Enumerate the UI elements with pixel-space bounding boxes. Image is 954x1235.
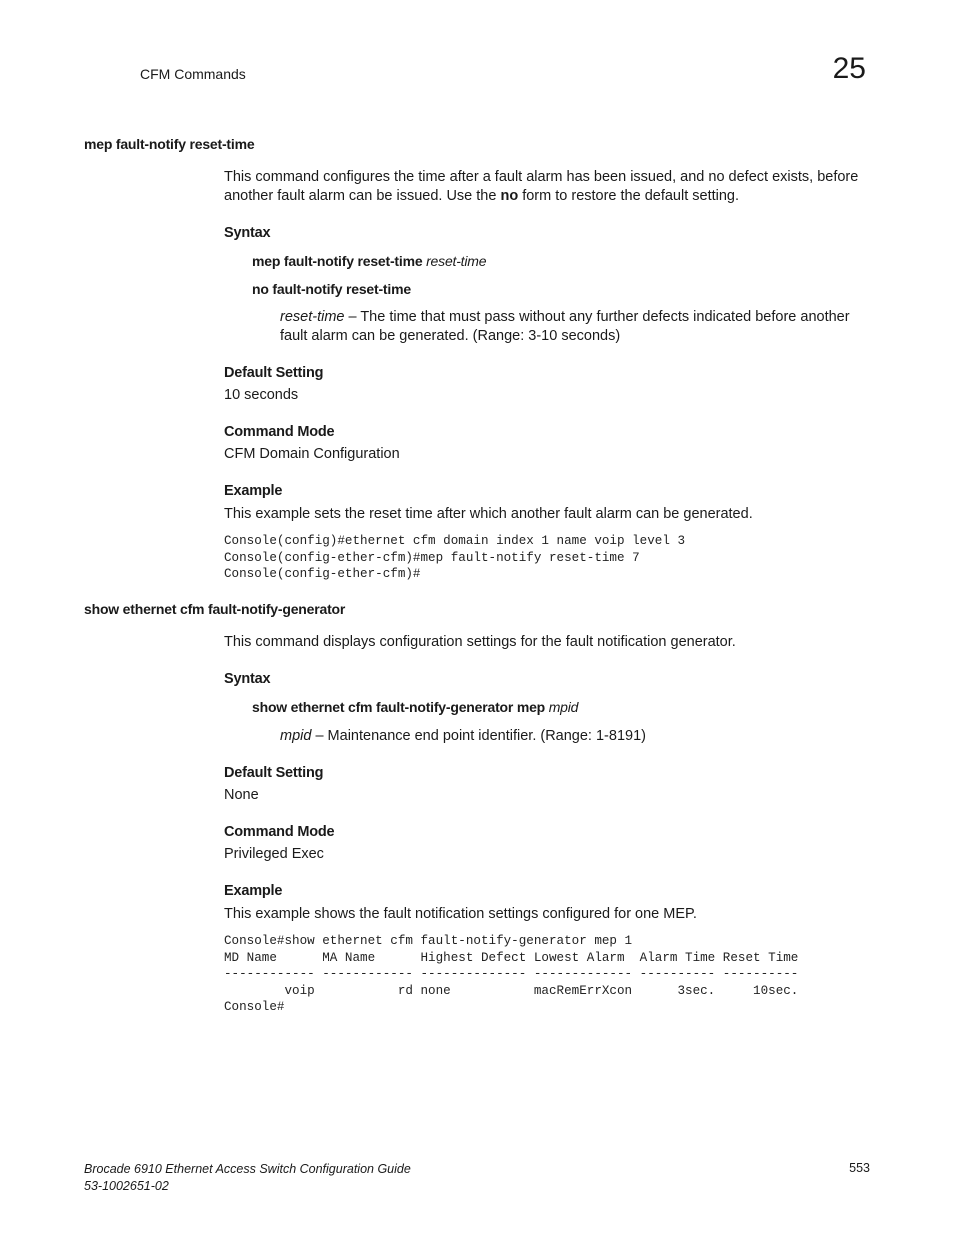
example-description: This example sets the reset time after which another fault alarm can be generated. [224, 506, 753, 522]
default-setting-value: None [224, 787, 259, 803]
footer-doc-number: 53-1002651-02 [84, 1179, 169, 1193]
syntax-line [252, 699, 578, 715]
syntax-line-no-form: no fault-notify reset-time [252, 281, 411, 297]
keyword-no: no [500, 188, 519, 204]
command-title-mep-fault-notify: mep fault-notify reset-time [84, 136, 255, 152]
command-title-show-fault-notify-generator: show ethernet cfm fault-notify-generator [84, 601, 346, 617]
command-mode-value: CFM Domain Configuration [224, 446, 400, 462]
command-mode-heading: Command Mode [224, 824, 335, 840]
example-code-block: Console(config)#ethernet cfm domain index 1 name voip level 3 Console(config-ether-cfm)#mep fault-notify reset-time 7 Console(config-ether-cfm)# [224, 534, 686, 581]
description-text-end: form to restore the default setting. [518, 188, 740, 204]
syntax-argument: mpid [548, 699, 579, 715]
syntax-command: mep fault-notify reset-time [252, 253, 427, 269]
command-description: This command displays configuration settings for the fault notification generator. [224, 634, 736, 650]
example-heading: Example [224, 883, 283, 899]
parameter-description [280, 727, 880, 746]
syntax-command: show ethernet cfm fault-notify-generator mep [252, 699, 549, 715]
parameter-description [280, 308, 880, 346]
description-text: This command configures the time after a fault alarm has been issued, and no defect exists, before another fault alarm can be issued. Use the [224, 169, 859, 204]
syntax-line [252, 253, 486, 269]
parameter-name: mpid [280, 728, 312, 744]
default-setting-value: 10 seconds [224, 387, 299, 403]
chapter-number: 25 [832, 52, 866, 85]
example-code-block: Console#show ethernet cfm fault-notify-generator mep 1 MD Name MA Name Highest Defect Lowest Alarm Alarm Time Reset Time ------------ ------------ -------------- ------------- ---------- ---------- voip rd none macRemErrXcon 3sec. 10sec. Console# [224, 934, 799, 1014]
running-header-section: CFM Commands [140, 66, 246, 82]
parameter-name: reset-time [280, 309, 345, 325]
syntax-heading: Syntax [224, 671, 271, 687]
parameter-text: – The time that must pass without any further defects indicated before another fault alarm can be generated. (Range: 3-10 seconds) [280, 309, 850, 344]
command-description [224, 168, 874, 206]
footer-guide-title: Brocade 6910 Ethernet Access Switch Configuration Guide [84, 1162, 411, 1176]
syntax-heading: Syntax [224, 225, 271, 241]
example-description: This example shows the fault notification settings configured for one MEP. [224, 906, 697, 922]
command-mode-heading: Command Mode [224, 424, 335, 440]
command-mode-value: Privileged Exec [224, 846, 324, 862]
syntax-argument: reset-time [426, 253, 487, 269]
default-setting-heading: Default Setting [224, 365, 324, 381]
parameter-text: – Maintenance end point identifier. (Range: 1-8191) [311, 728, 646, 744]
footer-page-number: 553 [849, 1161, 870, 1175]
default-setting-heading: Default Setting [224, 765, 324, 781]
example-heading: Example [224, 483, 283, 499]
